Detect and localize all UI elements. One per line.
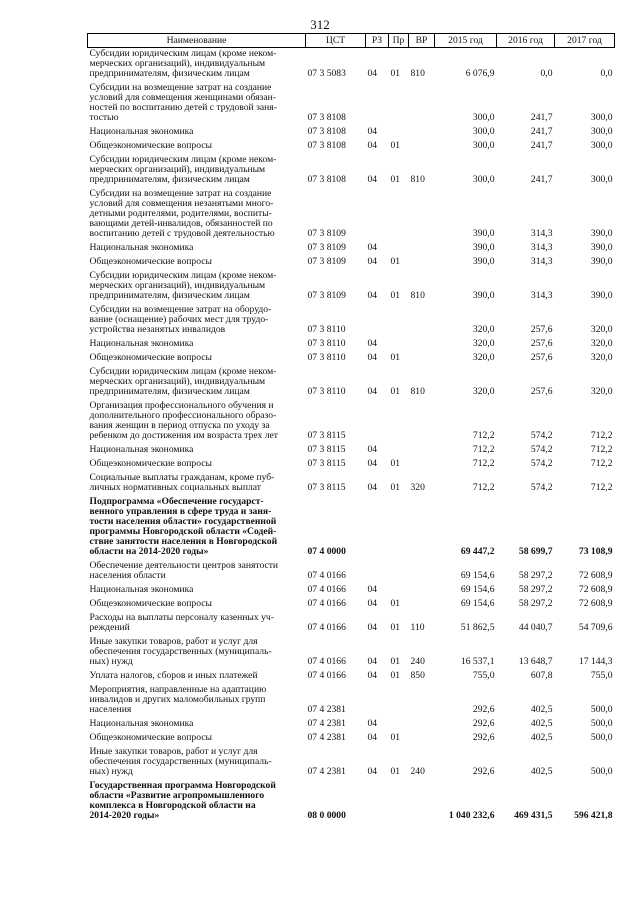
cell-2016: 574,2 xyxy=(530,430,553,441)
cell-cst: 07 4 0166 xyxy=(307,598,346,609)
cell-vr xyxy=(409,352,435,366)
table-row xyxy=(88,256,615,270)
cell-pr xyxy=(389,584,409,598)
cell-2016: 607,8 xyxy=(530,670,553,681)
cell-vr: 240 xyxy=(410,766,425,777)
cell-2017: 500,0 xyxy=(590,732,613,743)
column-header-name: Наименование xyxy=(88,34,306,48)
cell-rz xyxy=(366,560,389,584)
cell-2015: 712,2 xyxy=(472,482,495,493)
table-header-row xyxy=(88,34,615,48)
cell-cst: 07 3 8110 xyxy=(307,338,346,349)
cell-cst: 07 4 0166 xyxy=(307,656,346,667)
cell-2016: 257,6 xyxy=(530,352,553,363)
cell-pr xyxy=(389,718,409,732)
cell-2016: 241,7 xyxy=(530,140,553,151)
cell-rz xyxy=(366,400,389,444)
table-row xyxy=(88,82,615,126)
cell-rz xyxy=(366,684,389,718)
cell-pr: 01 xyxy=(390,140,401,151)
cell-rz: 04 xyxy=(367,584,378,595)
table-row xyxy=(88,188,615,242)
cell-2015: 292,6 xyxy=(472,704,495,715)
table-row xyxy=(88,746,615,780)
page-number: 312 xyxy=(310,17,330,32)
cell-pr: 01 xyxy=(390,68,401,79)
cell-pr xyxy=(389,496,409,560)
cell-name: Расходы на выплаты персоналу казенных уч- реждений xyxy=(89,612,274,633)
cell-name: Социальные выплаты гражданам, кроме пуб- личных нормативных социальных выплат xyxy=(89,472,275,493)
cell-vr xyxy=(409,188,435,242)
cell-2017: 300,0 xyxy=(590,126,613,137)
cell-2016: 574,2 xyxy=(530,458,553,469)
cell-2017: 500,0 xyxy=(590,718,613,729)
cell-2017: 712,2 xyxy=(590,482,613,493)
cell-name: Общеэкономические вопросы xyxy=(89,732,212,743)
cell-cst: 07 4 0166 xyxy=(307,622,346,633)
cell-name: Общеэкономические вопросы xyxy=(89,256,212,267)
cell-name: Подпрограмма «Обеспечение государст- венного управления в сфере труда и заня- тости населения области» государственной программы Новгородской области «Содей- ствие занятости населения в Новгородской области на 2014-2020 годы» xyxy=(89,496,278,557)
cell-pr: 01 xyxy=(390,670,401,681)
cell-cst: 08 0 0000 xyxy=(307,810,346,821)
cell-2015: 69 154,6 xyxy=(460,584,495,595)
cell-name: Общеэкономические вопросы xyxy=(89,140,212,151)
cell-vr xyxy=(409,684,435,718)
cell-name: Субсидии юридическим лицам (кроме неком- мерческих организаций), индивидуальным предпринимателям, физическим лицам xyxy=(89,48,277,79)
cell-cst: 07 3 8108 xyxy=(307,126,346,137)
cell-vr xyxy=(409,242,435,256)
cell-pr xyxy=(389,242,409,256)
cell-2017: 390,0 xyxy=(590,228,613,239)
cell-name: Обеспечение деятельности центров занятости населения области xyxy=(89,560,279,581)
cell-2015: 16 537,1 xyxy=(460,656,495,667)
cell-2015: 320,0 xyxy=(472,352,495,363)
cell-name: Национальная экономика xyxy=(89,718,194,729)
cell-rz: 04 xyxy=(367,352,378,363)
cell-pr: 01 xyxy=(390,482,401,493)
cell-rz: 04 xyxy=(367,242,378,253)
cell-2016: 574,2 xyxy=(530,444,553,455)
table-row xyxy=(88,598,615,612)
cell-cst: 07 3 8110 xyxy=(307,324,346,335)
cell-cst: 07 3 8110 xyxy=(307,386,346,397)
cell-2015: 69 447,2 xyxy=(460,546,495,557)
cell-cst: 07 4 2381 xyxy=(307,718,346,729)
cell-name: Государственная программа Новгородской области «Развитие агропромышленного комплекса в Новгородской области на 2014-2020 годы» xyxy=(89,780,276,821)
cell-2015: 390,0 xyxy=(472,290,495,301)
cell-name: Субсидии юридическим лицам (кроме неком- мерческих организаций), индивидуальным предпринимателям, физическим лицам xyxy=(89,270,277,301)
cell-cst: 07 4 0166 xyxy=(307,670,346,681)
cell-vr xyxy=(409,126,435,140)
cell-vr xyxy=(409,598,435,612)
cell-vr: 810 xyxy=(410,68,425,79)
cell-cst: 07 3 8115 xyxy=(307,482,346,493)
cell-rz: 04 xyxy=(367,656,378,667)
cell-2017: 17 144,3 xyxy=(578,656,613,667)
cell-pr: 01 xyxy=(390,386,401,397)
cell-pr: 01 xyxy=(390,352,401,363)
cell-pr xyxy=(389,338,409,352)
cell-rz: 04 xyxy=(367,126,378,137)
cell-cst: 07 3 8115 xyxy=(307,430,346,441)
table-body xyxy=(88,48,615,825)
table-row xyxy=(88,636,615,670)
cell-name: Субсидии юридическим лицам (кроме неком- мерческих организаций), индивидуальным предпринимателям, физическим лицам xyxy=(89,366,277,397)
cell-2015: 292,6 xyxy=(472,718,495,729)
cell-2017: 500,0 xyxy=(590,704,613,715)
column-header-cst: ЦСТ xyxy=(306,34,366,48)
cell-name: Субсидии на возмещение затрат на создание условий для совмещения незанятыми много- детными родителями, родителями, воспиты- вающими детей-инвалидов, обязанностей по воспитанию детей с трудовой деятельностью xyxy=(89,188,275,239)
table-row xyxy=(88,718,615,732)
cell-vr xyxy=(409,304,435,338)
cell-pr xyxy=(389,560,409,584)
cell-vr xyxy=(409,338,435,352)
cell-2015: 300,0 xyxy=(472,112,495,123)
cell-vr: 240 xyxy=(410,656,425,667)
cell-2015: 390,0 xyxy=(472,256,495,267)
cell-cst: 07 4 0166 xyxy=(307,584,346,595)
cell-2017: 320,0 xyxy=(590,352,613,363)
cell-pr xyxy=(389,400,409,444)
cell-2016: 314,3 xyxy=(530,256,553,267)
cell-2016: 314,3 xyxy=(530,242,553,253)
cell-rz: 04 xyxy=(367,622,378,633)
cell-2017: 596 421,8 xyxy=(574,810,613,821)
cell-vr: 110 xyxy=(410,622,425,633)
cell-2016: 574,2 xyxy=(530,482,553,493)
column-header-rz: РЗ xyxy=(366,34,389,48)
cell-2015: 390,0 xyxy=(472,242,495,253)
cell-2015: 292,6 xyxy=(472,732,495,743)
cell-pr: 01 xyxy=(390,598,401,609)
table-row xyxy=(88,48,615,83)
cell-vr xyxy=(409,780,435,824)
cell-2015: 300,0 xyxy=(472,174,495,185)
cell-cst: 07 3 8115 xyxy=(307,458,346,469)
cell-2017: 390,0 xyxy=(590,290,613,301)
cell-rz: 04 xyxy=(367,766,378,777)
cell-cst: 07 3 8115 xyxy=(307,444,346,455)
cell-vr xyxy=(409,732,435,746)
cell-cst: 07 3 8109 xyxy=(307,256,346,267)
cell-2015: 712,2 xyxy=(472,444,495,455)
cell-2017: 320,0 xyxy=(590,386,613,397)
cell-cst: 07 3 8109 xyxy=(307,242,346,253)
cell-cst: 07 4 0000 xyxy=(307,546,346,557)
cell-2017: 54 709,6 xyxy=(578,622,613,633)
cell-name: Общеэкономические вопросы xyxy=(89,352,212,363)
cell-pr: 01 xyxy=(390,766,401,777)
cell-name: Национальная экономика xyxy=(89,338,194,349)
cell-vr: 850 xyxy=(410,670,425,681)
table-row xyxy=(88,584,615,598)
table-row xyxy=(88,444,615,458)
cell-vr xyxy=(409,82,435,126)
cell-rz: 04 xyxy=(367,174,378,185)
table-row xyxy=(88,684,615,718)
cell-name: Общеэкономические вопросы xyxy=(89,458,212,469)
cell-2016: 314,3 xyxy=(530,290,553,301)
cell-pr xyxy=(389,188,409,242)
cell-2015: 320,0 xyxy=(472,386,495,397)
cell-2015: 300,0 xyxy=(472,126,495,137)
cell-2017: 72 608,9 xyxy=(578,584,613,595)
cell-2017: 500,0 xyxy=(590,766,613,777)
cell-2017: 73 108,9 xyxy=(578,546,613,557)
cell-rz: 04 xyxy=(367,290,378,301)
cell-2017: 390,0 xyxy=(590,242,613,253)
table-row xyxy=(88,780,615,824)
cell-vr: 810 xyxy=(410,174,425,185)
cell-vr xyxy=(409,560,435,584)
cell-rz xyxy=(366,82,389,126)
cell-2016: 402,5 xyxy=(530,732,553,743)
cell-pr xyxy=(389,684,409,718)
cell-pr xyxy=(389,82,409,126)
table-row xyxy=(88,560,615,584)
cell-name: Национальная экономика xyxy=(89,126,194,137)
cell-2015: 320,0 xyxy=(472,338,495,349)
cell-vr xyxy=(409,256,435,270)
cell-2015: 6 076,9 xyxy=(465,68,495,79)
cell-cst: 07 3 5083 xyxy=(307,68,346,79)
cell-2015: 51 862,5 xyxy=(460,622,495,633)
cell-name: Национальная экономика xyxy=(89,584,194,595)
cell-pr: 01 xyxy=(390,256,401,267)
cell-rz xyxy=(366,496,389,560)
cell-pr xyxy=(389,780,409,824)
cell-2015: 69 154,6 xyxy=(460,598,495,609)
table-row xyxy=(88,352,615,366)
table-row xyxy=(88,496,615,560)
cell-2016: 13 648,7 xyxy=(518,656,553,667)
cell-rz: 04 xyxy=(367,140,378,151)
cell-2015: 712,2 xyxy=(472,458,495,469)
cell-2016: 241,7 xyxy=(530,112,553,123)
cell-2017: 712,2 xyxy=(590,458,613,469)
column-header-2017: 2017 год xyxy=(555,34,615,48)
cell-pr xyxy=(389,304,409,338)
cell-rz: 04 xyxy=(367,338,378,349)
cell-cst: 07 3 8110 xyxy=(307,352,346,363)
cell-pr: 01 xyxy=(390,622,401,633)
cell-2017: 320,0 xyxy=(590,338,613,349)
cell-2015: 320,0 xyxy=(472,324,495,335)
cell-cst: 07 3 8109 xyxy=(307,290,346,301)
table-row xyxy=(88,458,615,472)
cell-2016: 58 699,7 xyxy=(518,546,553,557)
table-row xyxy=(88,612,615,636)
cell-2017: 712,2 xyxy=(590,444,613,455)
cell-2016: 402,5 xyxy=(530,704,553,715)
cell-pr: 01 xyxy=(390,656,401,667)
cell-cst: 07 4 2381 xyxy=(307,766,346,777)
cell-vr xyxy=(409,496,435,560)
cell-2016: 402,5 xyxy=(530,766,553,777)
cell-2016: 469 431,5 xyxy=(514,810,553,821)
table-row xyxy=(88,338,615,352)
cell-name: Уплата налогов, сборов и иных платежей xyxy=(89,670,258,681)
table-row xyxy=(88,270,615,304)
cell-rz xyxy=(366,188,389,242)
cell-vr xyxy=(409,718,435,732)
cell-2017: 72 608,9 xyxy=(578,570,613,581)
cell-vr xyxy=(409,458,435,472)
column-header-vr: ВР xyxy=(409,34,435,48)
table-row xyxy=(88,242,615,256)
cell-2017: 300,0 xyxy=(590,112,613,123)
cell-2017: 0,0 xyxy=(600,68,613,79)
cell-pr: 01 xyxy=(390,174,401,185)
cell-2016: 241,7 xyxy=(530,126,553,137)
table-row xyxy=(88,366,615,400)
cell-name: Субсидии на возмещение затрат на создание условий для совмещения женщинами обязан- ностей по воспитанию детей с трудовой заня- тостью xyxy=(89,82,277,123)
cell-vr: 810 xyxy=(410,386,425,397)
cell-pr xyxy=(389,126,409,140)
table-row xyxy=(88,304,615,338)
cell-rz xyxy=(366,304,389,338)
cell-cst: 07 4 0166 xyxy=(307,570,346,581)
cell-pr xyxy=(389,444,409,458)
cell-2016: 58 297,2 xyxy=(518,598,553,609)
cell-name: Субсидии юридическим лицам (кроме неком- мерческих организаций), индивидуальным предпринимателям, физическим лицам xyxy=(89,154,277,185)
cell-name: Субсидии на возмещение затрат на оборудо- вание (оснащение) рабочих мест для трудо- устройства незанятых инвалидов xyxy=(89,304,272,335)
cell-cst: 07 3 8109 xyxy=(307,228,346,239)
cell-rz: 04 xyxy=(367,598,378,609)
cell-rz: 04 xyxy=(367,68,378,79)
cell-2015: 712,2 xyxy=(472,430,495,441)
table-row xyxy=(88,472,615,496)
cell-2015: 69 154,6 xyxy=(460,570,495,581)
cell-name: Иные закупки товаров, работ и услуг для обеспечения государственных (муниципаль- ных) нужд xyxy=(89,746,272,777)
cell-name: Национальная экономика xyxy=(89,242,194,253)
table-row xyxy=(88,670,615,684)
cell-name: Общеэкономические вопросы xyxy=(89,598,212,609)
cell-cst: 07 3 8108 xyxy=(307,174,346,185)
cell-2016: 44 040,7 xyxy=(518,622,553,633)
cell-pr: 01 xyxy=(390,290,401,301)
cell-2015: 755,0 xyxy=(472,670,495,681)
cell-name: Иные закупки товаров, работ и услуг для обеспечения государственных (муниципаль- ных) нужд xyxy=(89,636,272,667)
cell-vr xyxy=(409,584,435,598)
cell-vr: 320 xyxy=(410,482,425,493)
cell-2017: 72 608,9 xyxy=(578,598,613,609)
cell-2017: 300,0 xyxy=(590,140,613,151)
budget-table xyxy=(87,33,615,824)
cell-rz: 04 xyxy=(367,386,378,397)
cell-2016: 314,3 xyxy=(530,228,553,239)
cell-2016: 257,6 xyxy=(530,324,553,335)
cell-2017: 755,0 xyxy=(590,670,613,681)
table-row xyxy=(88,140,615,154)
cell-2017: 390,0 xyxy=(590,256,613,267)
cell-2015: 292,6 xyxy=(472,766,495,777)
cell-2016: 58 297,2 xyxy=(518,570,553,581)
cell-cst: 07 4 2381 xyxy=(307,704,346,715)
table-row xyxy=(88,154,615,188)
cell-2017: 320,0 xyxy=(590,324,613,335)
column-header-pr: Пр xyxy=(389,34,409,48)
column-header-2015: 2015 год xyxy=(435,34,497,48)
cell-cst: 07 3 8108 xyxy=(307,112,346,123)
table-row xyxy=(88,732,615,746)
cell-name: Национальная экономика xyxy=(89,444,194,455)
cell-2016: 257,6 xyxy=(530,338,553,349)
cell-vr xyxy=(409,140,435,154)
table-row xyxy=(88,126,615,140)
cell-2017: 712,2 xyxy=(590,430,613,441)
cell-2015: 300,0 xyxy=(472,140,495,151)
cell-cst: 07 4 2381 xyxy=(307,732,346,743)
cell-cst: 07 3 8108 xyxy=(307,140,346,151)
cell-pr: 01 xyxy=(390,732,401,743)
cell-2016: 402,5 xyxy=(530,718,553,729)
cell-vr: 810 xyxy=(410,290,425,301)
cell-2016: 58 297,2 xyxy=(518,584,553,595)
table-row xyxy=(88,400,615,444)
cell-2016: 241,7 xyxy=(530,174,553,185)
column-header-2016: 2016 год xyxy=(497,34,555,48)
cell-name: Мероприятия, направленные на адаптацию инвалидов и других маломобильных групп населения xyxy=(89,684,267,715)
cell-rz: 04 xyxy=(367,670,378,681)
cell-rz: 04 xyxy=(367,458,378,469)
cell-vr xyxy=(409,400,435,444)
cell-rz: 04 xyxy=(367,718,378,729)
cell-rz: 04 xyxy=(367,732,378,743)
cell-rz xyxy=(366,780,389,824)
cell-2016: 257,6 xyxy=(530,386,553,397)
cell-2015: 1 040 232,6 xyxy=(448,810,495,821)
cell-name: Организация профессионального обучения и дополнительного профессионального образо- вания женщин в период отпуска по уходу за ребенком до достижения им возраста трех лет xyxy=(89,400,278,441)
cell-pr: 01 xyxy=(390,458,401,469)
cell-2016: 0,0 xyxy=(540,68,553,79)
cell-2015: 390,0 xyxy=(472,228,495,239)
cell-2017: 300,0 xyxy=(590,174,613,185)
cell-rz: 04 xyxy=(367,256,378,267)
cell-rz: 04 xyxy=(367,444,378,455)
cell-vr xyxy=(409,444,435,458)
cell-rz: 04 xyxy=(367,482,378,493)
